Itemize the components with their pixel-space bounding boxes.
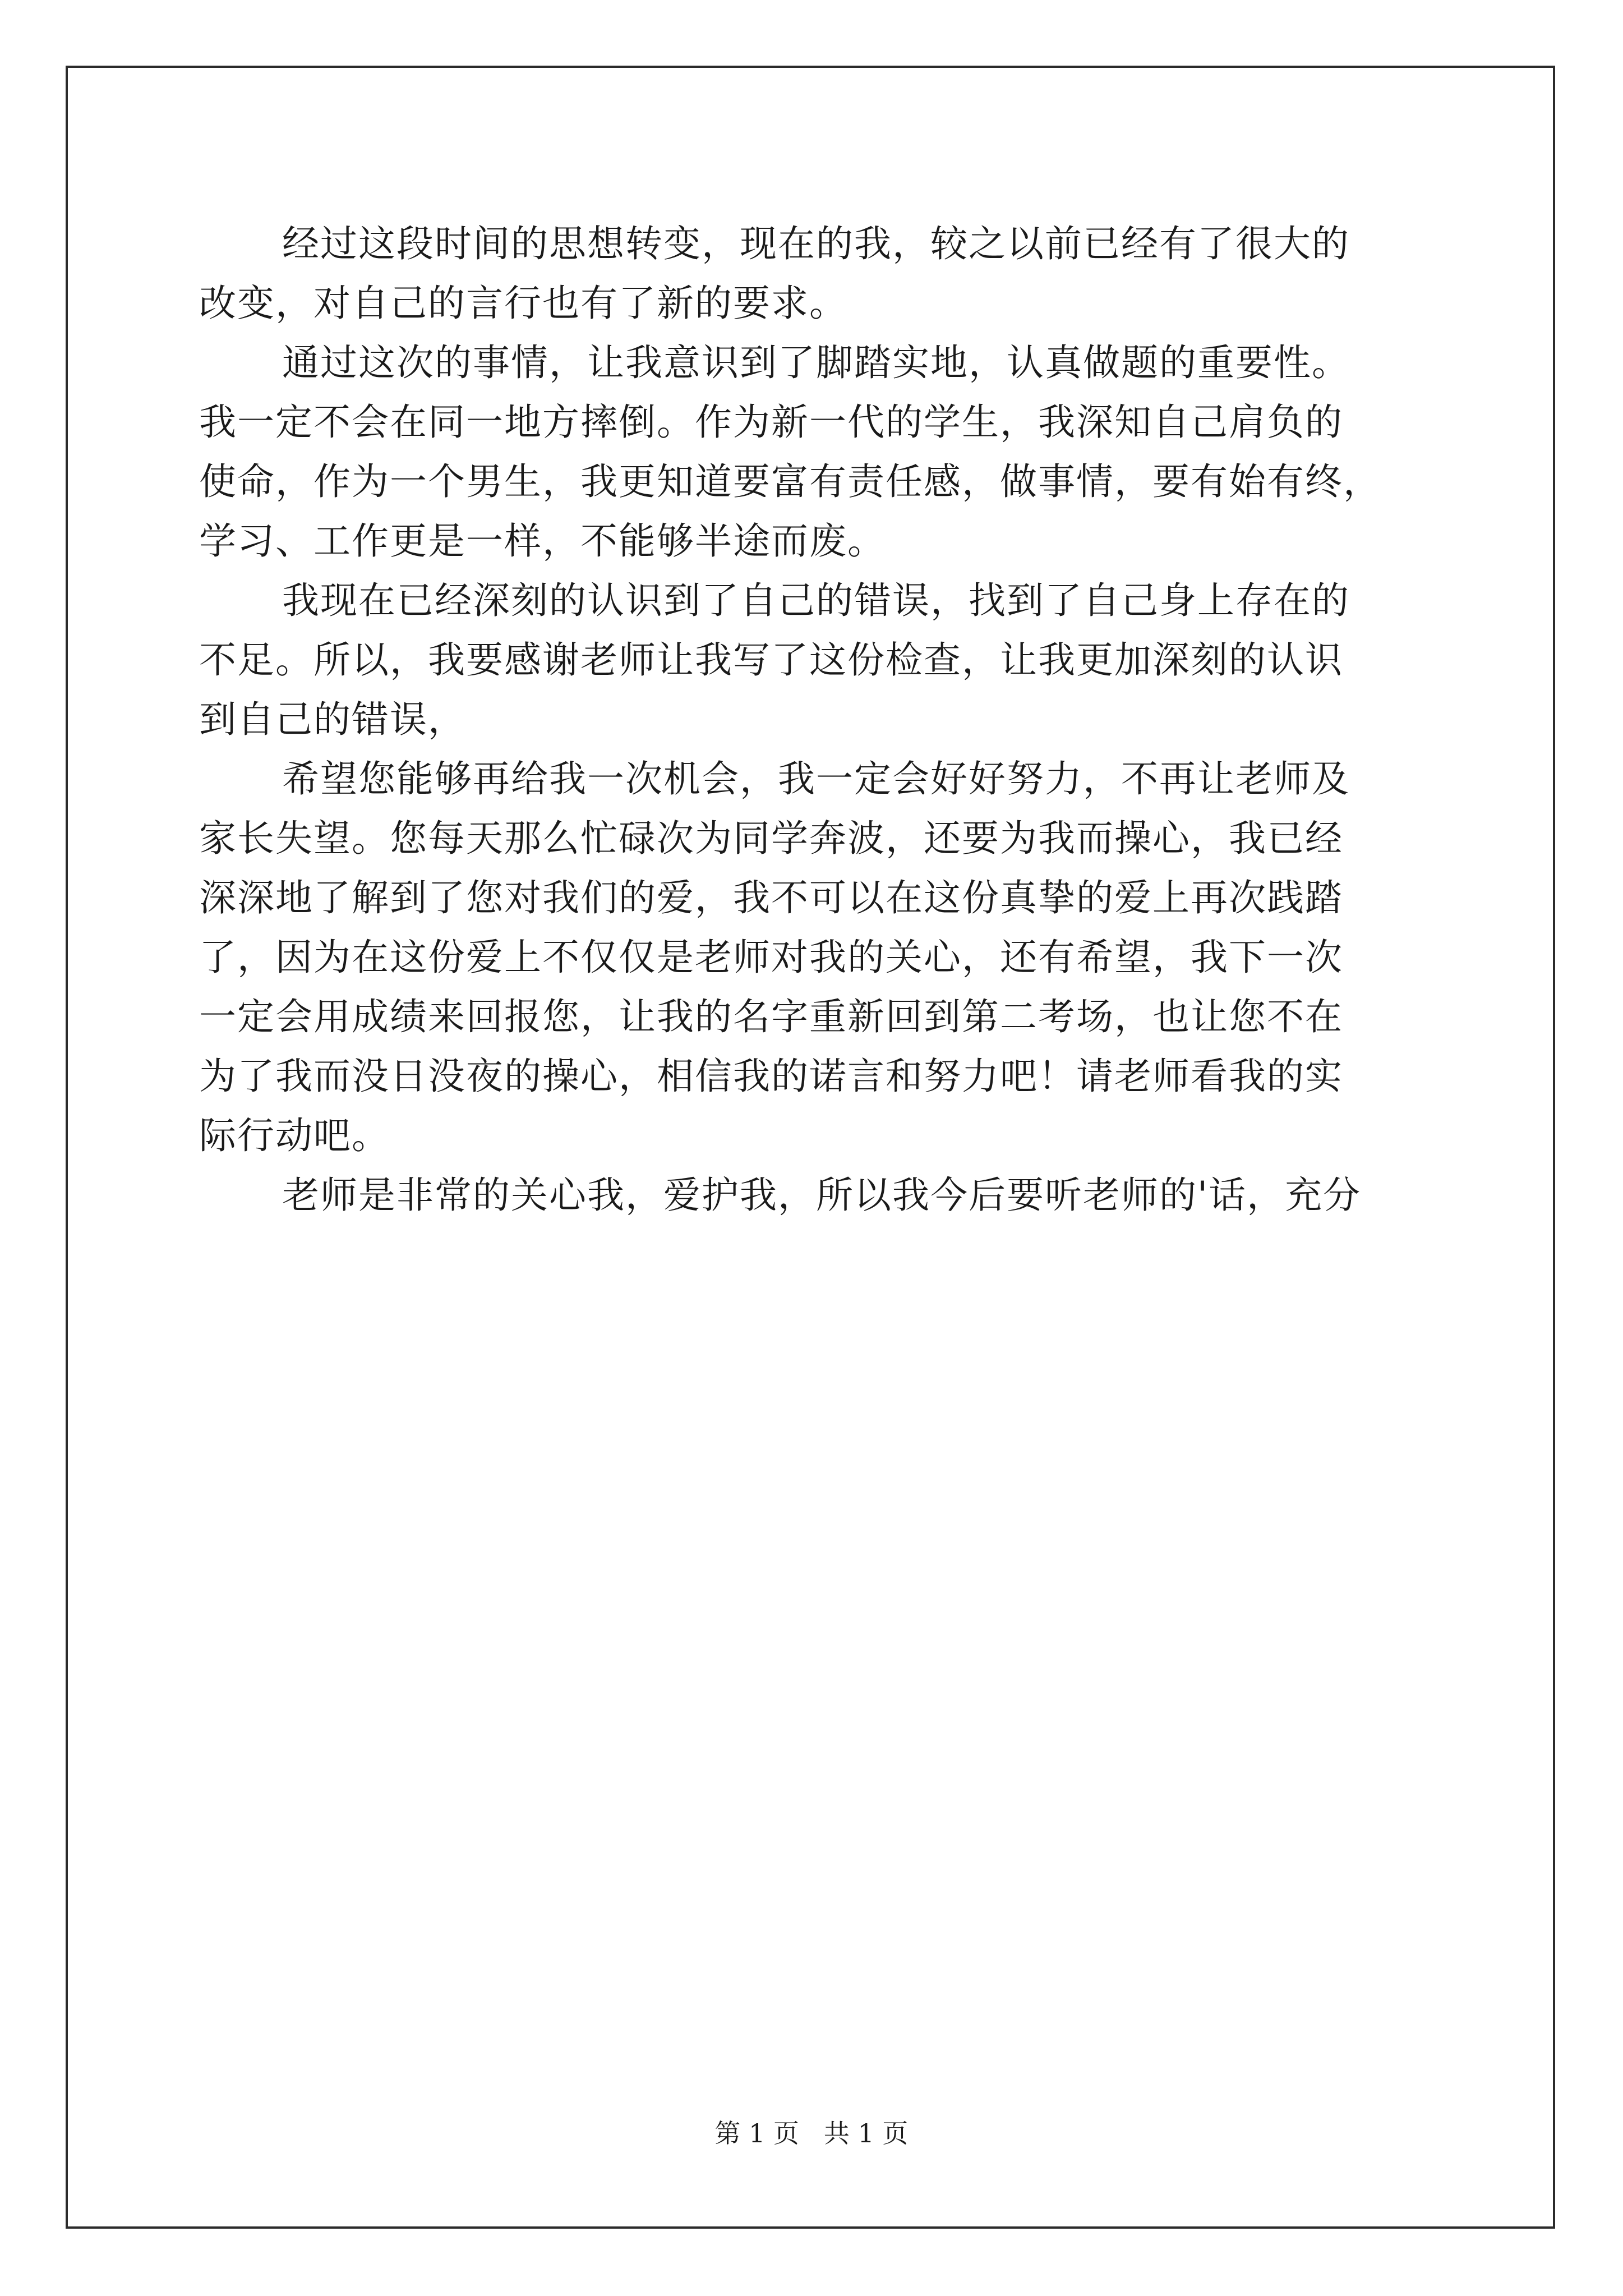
text-line: 我一定不会在同一地方摔倒。作为新一代的学生，我深知自己肩负的 bbox=[199, 401, 1343, 444]
text-line: 学习、工作更是一样，不能够半途而废。 bbox=[199, 519, 886, 563]
text-line: 通过这次的事情，让我意识到了脚踏实地，认真做题的重要性。 bbox=[282, 341, 1350, 384]
page-number: 第 1 页 共 1 页 bbox=[714, 2118, 909, 2148]
text-line: 改变，对自己的言行也有了新的要求。 bbox=[199, 282, 847, 325]
text-line: 使命，作为一个男生，我更知道要富有责任感，做事情，要有始有终， bbox=[199, 460, 1381, 503]
text-line: 一定会用成绩来回报您，让我的名字重新回到第二考场，也让您不在 bbox=[199, 995, 1343, 1038]
text-line: 我现在已经深刻的认识到了自己的错误，找到了自己身上存在的 bbox=[282, 579, 1350, 622]
text-line: 际行动吧。 bbox=[199, 1114, 390, 1157]
text-line: 不足。所以，我要感谢老师让我写了这份检查，让我更加深刻的认识 bbox=[199, 638, 1343, 682]
text-line: 深深地了解到了您对我们的爱，我不可以在这份真挚的爱上再次践踏 bbox=[199, 876, 1343, 919]
text-line: 家长失望。您每天那么忙碌次为同学奔波，还要为我而操心，我已经 bbox=[199, 817, 1343, 860]
text-line: 老师是非常的关心我，爱护我，所以我今后要听老师的'话，充分 bbox=[282, 1174, 1362, 1217]
text-line: 经过这段时间的思想转变，现在的我，较之以前已经有了很大的 bbox=[282, 222, 1350, 265]
text-line: 到自己的错误， bbox=[199, 698, 466, 741]
text-line: 了，因为在这份爱上不仅仅是老师对我的关心，还有希望，我下一次 bbox=[199, 936, 1343, 979]
text-line: 希望您能够再给我一次机会，我一定会好好努力，不再让老师及 bbox=[282, 757, 1350, 800]
text-line: 为了我而没日没夜的操心，相信我的诺言和努力吧！请老师看我的实 bbox=[199, 1055, 1343, 1098]
